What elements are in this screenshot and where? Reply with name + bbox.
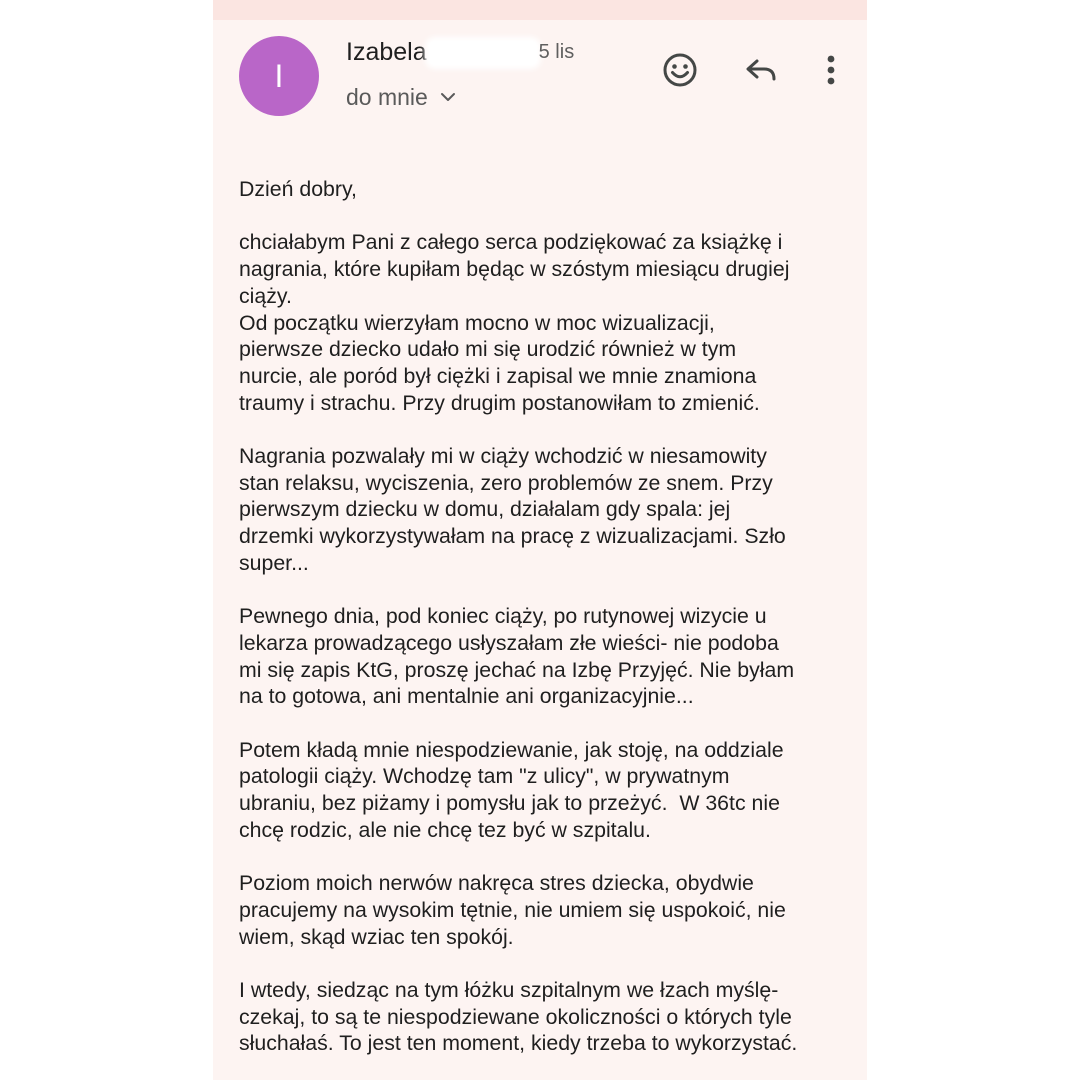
reply-icon [744, 53, 778, 87]
body-line: Dzień dobry, [239, 177, 357, 201]
paragraph [239, 977, 859, 1057]
body-line: ubraniu, bez piżamy i pomysłu jak to przeżyć. W 36tc nie [239, 791, 780, 816]
react-button[interactable] [660, 50, 700, 90]
body-line: super... [239, 550, 309, 575]
paragraph [239, 870, 859, 950]
email-body [239, 176, 859, 1080]
body-line: pracujemy na wysokim tętnie, nie umiem się uspokoić, nie [239, 897, 786, 922]
body-line: pierwsze dziecko udało mi się urodzić również w tym [239, 337, 737, 362]
body-line: Potem kładą mnie niespodziewanie, jak stoję, na oddziale [239, 737, 784, 762]
body-line: wiem, skąd wziac ten spokój. [239, 924, 514, 949]
avatar[interactable]: I [239, 36, 319, 116]
paragraph [239, 603, 859, 710]
paragraph [239, 443, 859, 577]
recipient-label: do mnie [346, 83, 428, 110]
body-line: I wtedy, siedząc na tym łóżku szpitalnym we łzach myślę- [239, 978, 779, 1002]
more-vert-icon [825, 53, 837, 87]
body-line: Nagrania pozwalały mi w ciąży wchodzić w niesamowity [239, 444, 767, 468]
recipient-toggle[interactable] [346, 82, 458, 112]
body-line: chcę rodzic, ale nie chcę tez być w szpitalu. [239, 817, 651, 842]
body-line: traumy i strachu. Przy drugim postanowiłam to zmienić. [239, 390, 760, 415]
sender-name: Izabela [346, 38, 427, 66]
body-line: mi się zapis KtG, proszę jechać na Izbę Przyjęć. Nie byłam [239, 657, 795, 682]
reply-button[interactable] [741, 50, 781, 90]
body-line: słuchałaś. To jest ten moment, kiedy trzeba to wykorzystać. [239, 1031, 798, 1056]
paragraph [239, 737, 859, 844]
body-line: nagrania, które kupiłam będąc w szóstym miesiącu drugiej [239, 257, 790, 282]
body-line: lekarza prowadzącego usłyszałam złe wieści- nie podoba [239, 630, 779, 655]
body-line: na to gotowa, ani mentalnie ani organizacyjnie... [239, 684, 694, 709]
body-line: Pewnego dnia, pod koniec ciąży, po rutynowej wizycie u [239, 604, 767, 629]
body-line: pierwszym dziecku w domu, działalam gdy spala: jej [239, 497, 731, 522]
body-line: stan relaksu, wyciszenia, zero problemów ze snem. Przy [239, 470, 773, 495]
body-line: czekaj, to są te niespodziewane okoliczności o których tyle [239, 1004, 792, 1029]
smiley-icon [662, 52, 698, 88]
body-line: ciąży. [239, 283, 292, 308]
email-view [213, 0, 867, 1080]
body-line: drzemki wykorzystywałam na pracę z wizualizacjami. Szło [239, 524, 786, 549]
top-bar [213, 0, 867, 20]
more-options-button[interactable] [811, 50, 851, 90]
sender-row [346, 38, 574, 70]
body-line: nurcie, ale poród był ciężki i zapisal we mnie znamiona [239, 363, 757, 388]
body-line: Od początku wierzyłam mocno w moc wizualizacji, [239, 310, 715, 335]
greeting [239, 176, 859, 203]
redaction-mark [429, 41, 537, 65]
email-date: 5 lis [538, 41, 575, 63]
paragraph [239, 229, 859, 416]
chevron-down-icon [438, 87, 458, 107]
body-line: chciałabym Pani z całego serca podziękować za książkę i [239, 230, 783, 255]
body-line: Poziom moich nerwów nakręca stres dziecka, obydwie [239, 871, 754, 896]
body-line: patologii ciąży. Wchodzę tam "z ulicy", w prywatnym [239, 764, 730, 789]
